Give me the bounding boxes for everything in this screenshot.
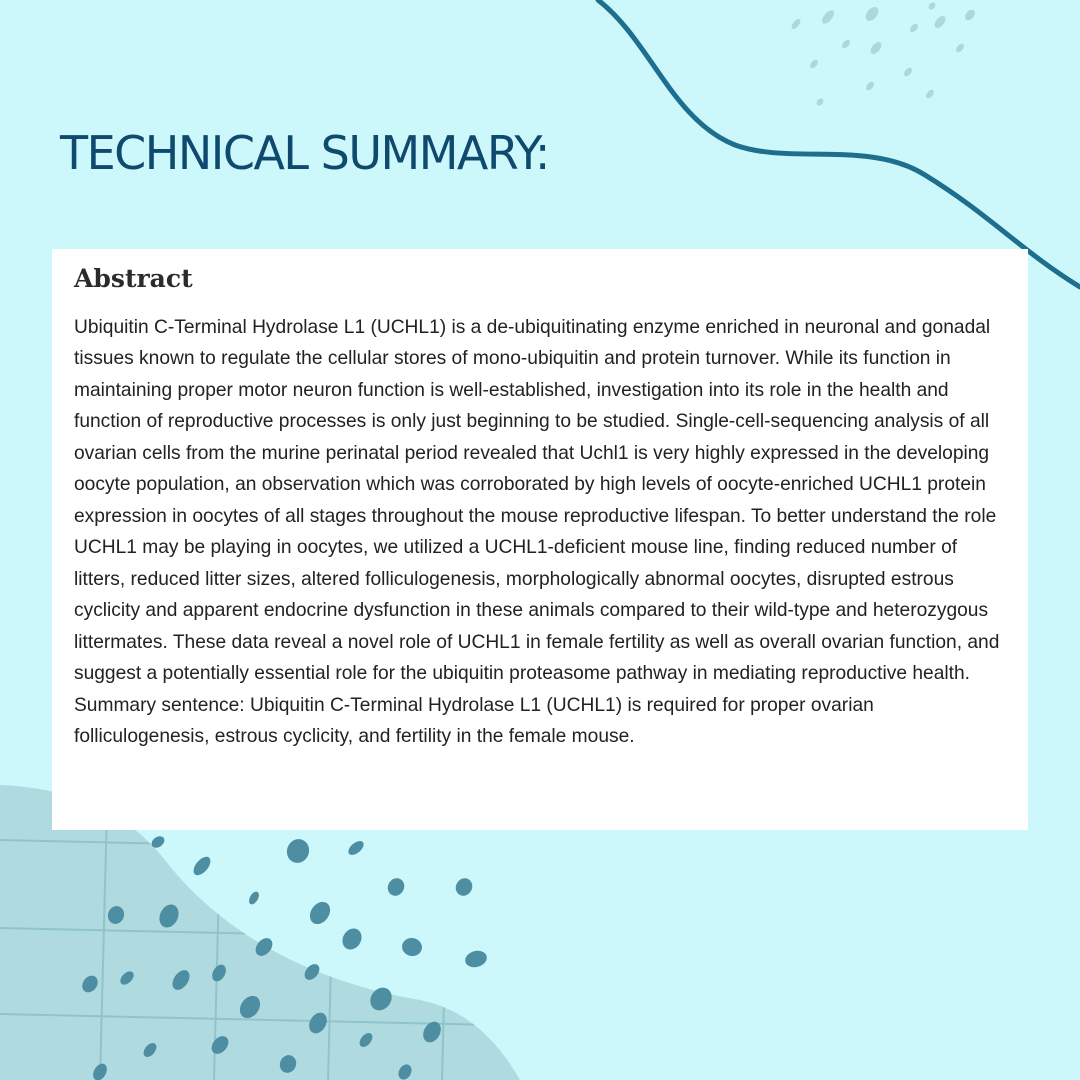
abstract-body: Ubiquitin C-Terminal Hydrolase L1 (UCHL1) is a de-ubiquitinating enzyme enriched in neuronal and gonadal tissues known to regulate the cellular stores of mono-ubiquitin and protein turnover. While its function in maintaining proper motor neuron function is well-established, investigation into its role in the health and function of reproductive processes is only just beginning to be studied. Single-cell-sequencing analysis of all ovarian cells from the murine perinatal period revealed that Uchl1 is very highly expressed in the developing oocyte population, an observation which was corroborated by high levels of oocyte-enriched UCHL1 protein expression in oocytes of all stages throughout the mouse reproductive lifespan. To better understand the role UCHL1 may be playing in oocytes, we utilized a UCHL1-deficient mouse line, finding reduced number of litters, reduced litter sizes, altered folliculogenesis, morphologically abnormal oocytes, disrupted estrous cyclicity and apparent endocrine dysfunction in these animals compared to their wild-type and heterozygous littermates. These data reveal a novel role of UCHL1 in female fertility as well as overall ovarian function, and suggest a potentially essential role for the ubiquitin proteasome pathway in mediating reproductive health. Summary sentence: Ubiquitin C-Terminal Hydrolase L1 (UCHL1) is required for proper ovarian folliculogenesis, estrous cyclicity, and fertility in the female mouse. xyxy=(74,316,1000,747)
page-title: TECHNICAL SUMMARY: xyxy=(60,126,549,180)
abstract-heading: Abstract xyxy=(74,264,193,293)
dot-cluster-top xyxy=(790,1,977,107)
wave-line xyxy=(598,0,1080,287)
abstract-card xyxy=(52,249,1028,830)
